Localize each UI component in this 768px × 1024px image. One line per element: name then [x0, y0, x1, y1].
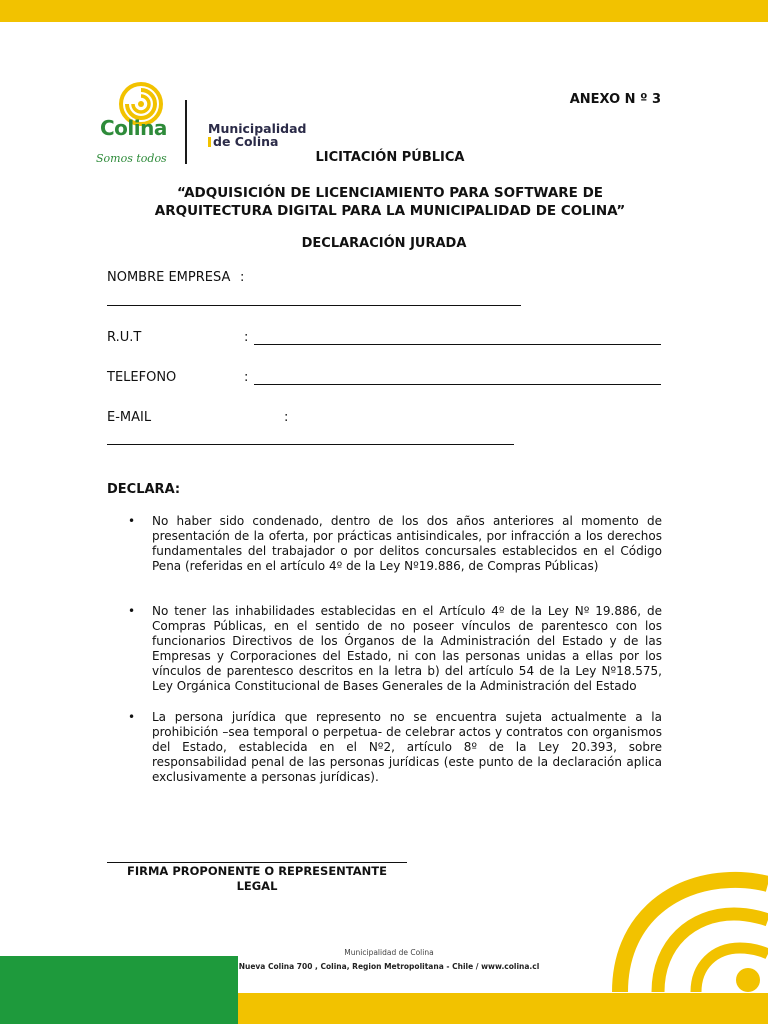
tender-title	[110, 184, 670, 220]
tender-title-line2: ARQUITECTURA DIGITAL PARA LA MUNICIPALIDAD DE COLINA”	[154, 203, 626, 219]
document-title: DECLARACIÓN JURADA	[301, 236, 467, 251]
declaration-item-1: No haber sido condenado, dentro de los dos años anteriores al momento de presentación de la oferta, por prácticas antisindicales, por infracción a los derechos fundamentales del trabajador o por delitos concursales establecidos en el Código Pena (referidas en el artículo 4º de la Ley Nº19.886, de Compras Públicas)	[152, 514, 662, 573]
rut-colon: :	[244, 330, 249, 345]
declaration-item-3: La persona jurídica que represento no se encuentra sujeta actualmente a la prohibición –sea temporal o perpetua- de celebrar actos y contratos con organismos del Estado, establecida en el Nº2, artículo 8º de la Ley 20.393, sobre responsabilidad penal de las personas jurídicas (este punto de la declaración aplica exclusivamente a personas jurídicas).	[152, 710, 662, 784]
footer-municipality: Municipalidad de Colina	[344, 948, 434, 957]
company-name-line[interactable]	[107, 305, 521, 306]
declaration-item-2: No tener las inhabilidades establecidas en el Artículo 4º de la Ley Nº 19.886, de Compras Públicas, en el sentido de no poseer vínculos de parentesco con los funcionarios Directivos de los Órganos de la Administración del Estado y de las Empresas y Corporaciones del Estado, ni con las personas unidas a ellas por los vínculos de parentesco descritos en la letra b) del artículo 54 de la Ley Nº18.575, Ley Orgánica Constitucional de Bases Generales de la Administración del Estado	[152, 604, 662, 693]
decorative-swirl-icon	[600, 862, 768, 992]
phone-line[interactable]	[254, 384, 661, 385]
company-name-label: NOMBRE EMPRESA	[107, 270, 231, 285]
tender-title-line1: “ADQUISICIÓN DE LICENCIAMIENTO PARA SOFTWARE DE	[176, 185, 604, 201]
rut-line[interactable]	[254, 344, 661, 345]
signature-caption-line2: LEGAL	[236, 879, 278, 893]
signature-caption	[107, 864, 407, 894]
bullet-3: •	[128, 710, 136, 724]
bullet-2: •	[128, 604, 136, 618]
footer-address: Nueva Colina 700 , Colina, Region Metropolitana - Chile / www.colina.cl	[238, 962, 540, 971]
top-yellow-band	[0, 0, 768, 22]
municipality-name-line2: de Colina	[213, 134, 279, 149]
annex-number: ANEXO N º 3	[569, 92, 661, 107]
signature-caption-line1: FIRMA PROPONENTE O REPRESENTANTE	[127, 864, 387, 878]
signature-line[interactable]	[107, 862, 407, 863]
municipality-name-line1: Municipalidad	[208, 121, 307, 136]
brand-name: Colina	[100, 116, 167, 140]
rut-label: R.U.T	[107, 330, 142, 345]
phone-colon: :	[244, 370, 249, 385]
tender-type: LICITACIÓN PÚBLICA	[315, 150, 465, 165]
phone-label: TELEFONO	[107, 370, 177, 385]
email-line[interactable]	[107, 444, 514, 445]
footer-yellow-band	[238, 993, 768, 1024]
company-name-colon: :	[240, 270, 245, 285]
declara-heading: DECLARA:	[107, 482, 181, 497]
bullet-1: •	[128, 514, 136, 528]
brand-tagline: Somos todos	[96, 152, 167, 165]
email-colon: :	[284, 410, 289, 425]
email-label: E-MAIL	[107, 410, 152, 425]
